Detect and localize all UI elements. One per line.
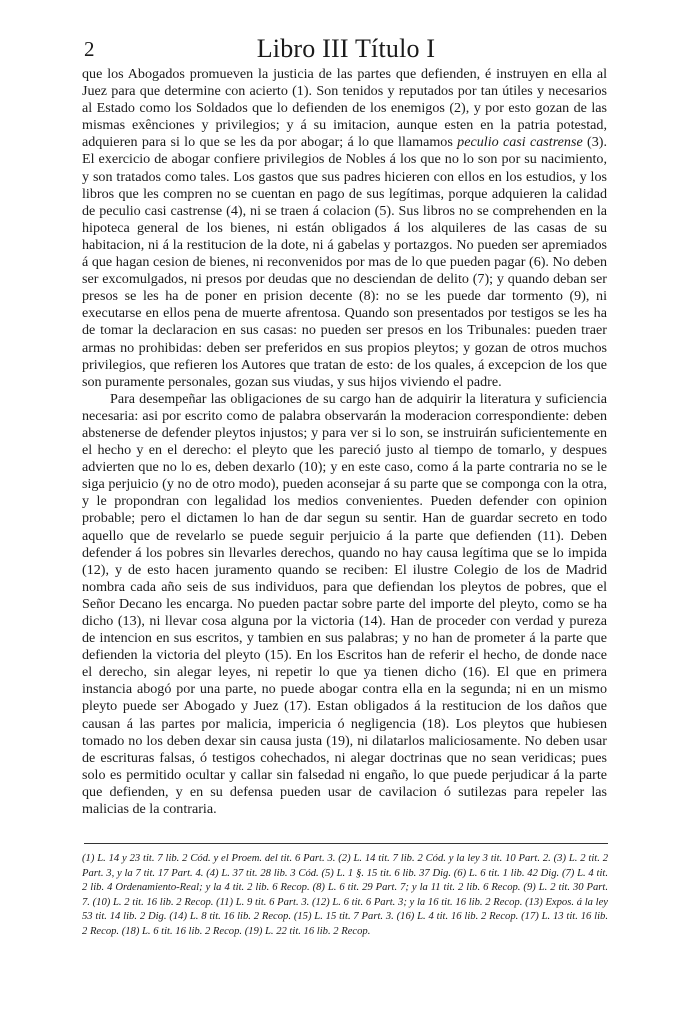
paragraph-1-italic-term: peculio casi castrense	[457, 134, 583, 151]
paragraph-1-part-b: (3). El exercicio de abogar confiere privilegios de Nobles á los que no lo son por su nacimiento, y son tratados como tales. Los gastos que sus padres hicieren con ellos en los estudios, y los libros que les compren no se cuentan en pago de sus legítimas, porque adquieren la calidad de peculio casi castrense (4), ni se traen á colacion (5). Sus libros no se comprehenden en la hipoteca general de los bienes, ni están obligados á los alquileres de las casas de su habitacion, ni á la restitucion de la dote, ni á gabelas y portazgos. No pueden ser apremiados á que hagan cesion de bienes, ni reconvenidos por mas de lo que pueden pagar (6). No deben ser excomulgados, ni presos por deudas que no desciendan de delito (7); y quando deban ser presos se les ha de poner en prision decente (8): no se les puede dar tormento (9), ni executarse en ellos pena de muerte afrentosa. Quando son presentados por testigos se les ha de tomar la declaracion en sus casas: no pueden ser presos en los Tribunales: pueden traer armas no prohibidas: deben ser preferidos en sus propios pleytos; y gozan de otros muchos privilegios, que refieren los Autores que tratan de esto: de los quales, á excepcion de los que son puramente personales, gozan sus viudas, y sus hijos viviendo el padre.	[82, 134, 607, 390]
paragraph-1-part-a: que los Abogados promueven la justicia de las partes que defienden, é instruyen en ella al Juez para que determine con acierto (1). Son tenidos y reputados por tan útiles y necesarios al Estado como los Soldados que lo defienden de los enemigos (2), y por esto gozan de las mismas exênciones y privilegios; y á su imitacion, aunque esten en la patria potestad, adquieren para si lo que se les da por abogar; á lo que llamamos	[82, 66, 607, 151]
body-text	[82, 66, 607, 818]
footnotes: (1) L. 14 y 23 tit. 7 lib. 2 Cód. y el Proem. del tit. 6 Part. 3. (2) L. 14 tit. 7 lib. 2 Cód. y la ley 3 tit. 10 Part. 2. (3) L. 2 tit. 2 Part. 3, y la 7 tit. 17 Part. 4. (4) L. 37 tit. 28 lib. 3 Cód. (5) L. 1 §. 15 tit. 6 lib. 37 Dig. (6) L. 6 tit. 1 lib. 42 Dig. (7) L. 4 tit. 2 lib. 4 Ordenamiento-Real; y la 4 tit. 2 lib. 6 Recop. (8) L. 6 tit. 29 Part. 7; y la 11 tit. 2 lib. 6 Recop. (9) L. 2 tit. 30 Part. 7. (10) L. 2 tit. 16 lib. 2 Recop. (11) L. 9 tit. 6 Part. 3. (12) L. 6 tit. 6 Part. 3; y la 16 tit. 16 lib. 2 Recop. (13) Expos. á la ley 53 tit. 14 lib. 2 Dig. (14) L. 8 tit. 16 lib. 2 Recop. (15) L. 15 tit. 7 Part. 3. (16) L. 4 tit. 16 lib. 2 Recop. (17) L. 13 tit. 16 lib. 2 Recop. (18) L. 6 tit. 16 lib. 2 Recop. (19) L. 22 tit. 16 lib. 2 Recop.	[82, 853, 608, 937]
running-head: Libro III Título I	[256, 34, 436, 63]
page-number: 2	[84, 37, 95, 61]
paragraph-1	[82, 66, 607, 391]
page-header	[84, 36, 608, 66]
footnote-rule	[84, 843, 608, 844]
paragraph-2: Para desempeñar las obligaciones de su cargo han de adquirir la literatura y suficiencia necesaria: asi por escrito como de palabra observarán la moderacion correspondiente: deben abstenerse de defender pleytos injustos; y para ver si lo son, se instruirán suficientemente en el hecho y en el derecho: el pleyto que les pareció justo al tiempo de tomarlo, y despues advierten que no lo es, deben dexarlo (10); y en este caso, como á la parte contraria no se le siga perjuicio (y no de otro modo), pueden aconsejar á su parte que se componga con la otra, y le propondran con legalidad los medios convenientes. Pueden defender con opinion probable; pero el dictamen lo han de dar segun su sentir. Han de guardar secreto en todo aquello que de revelarlo se puede seguir perjuicio á la parte que defienden (11). Deben defender á los pobres sin llevarles derechos, quando no hay causa legítima que se lo impida (12), y de esto hacen juramento quando se reciben: El ilustre Colegio de los de Madrid nombra cada año seis de sus individuos, para que defiendan los pleytos de pobres, que el Señor Decano les encarga. No pueden pactar sobre parte del importe del pleyto, como se ha dicho (13), ni llevar cosa alguna por la victoria (14). Han de proceder con verdad y pureza de intencion en sus escritos, y tambien en sus palabras; y no han de prometer á la parte que defienden la victoria del pleyto (15). En los Escritos han de referir el hecho, de donde nace el derecho, sin alegar leyes, ni repetir lo que ya tienen dicho (16). El que en primera instancia abogó por una parte, no puede abogar contra ella en la segunda; ni en un mismo pleyto puede ser Abogado y Juez (17). Estan obligados á la restitucion de los daños que causan á las partes por malicia, impericia ó negligencia (18). Los pleytos que hubiesen tomado no los deben dexar sin causa justa (19), ni dilatarlos maliciosamente. No deben usar de escrituras falsas, ó testigos cohechados, ni alegar doctrinas que no sean veridicas; pues solo es permitido ocultar y callar sin falsedad ni engaño, lo que puede perjudicar á la parte que defienden, y en su defensa pueden usar de cavilacion ó sutilezas para repeler las malicias de la contraria.	[82, 390, 607, 818]
